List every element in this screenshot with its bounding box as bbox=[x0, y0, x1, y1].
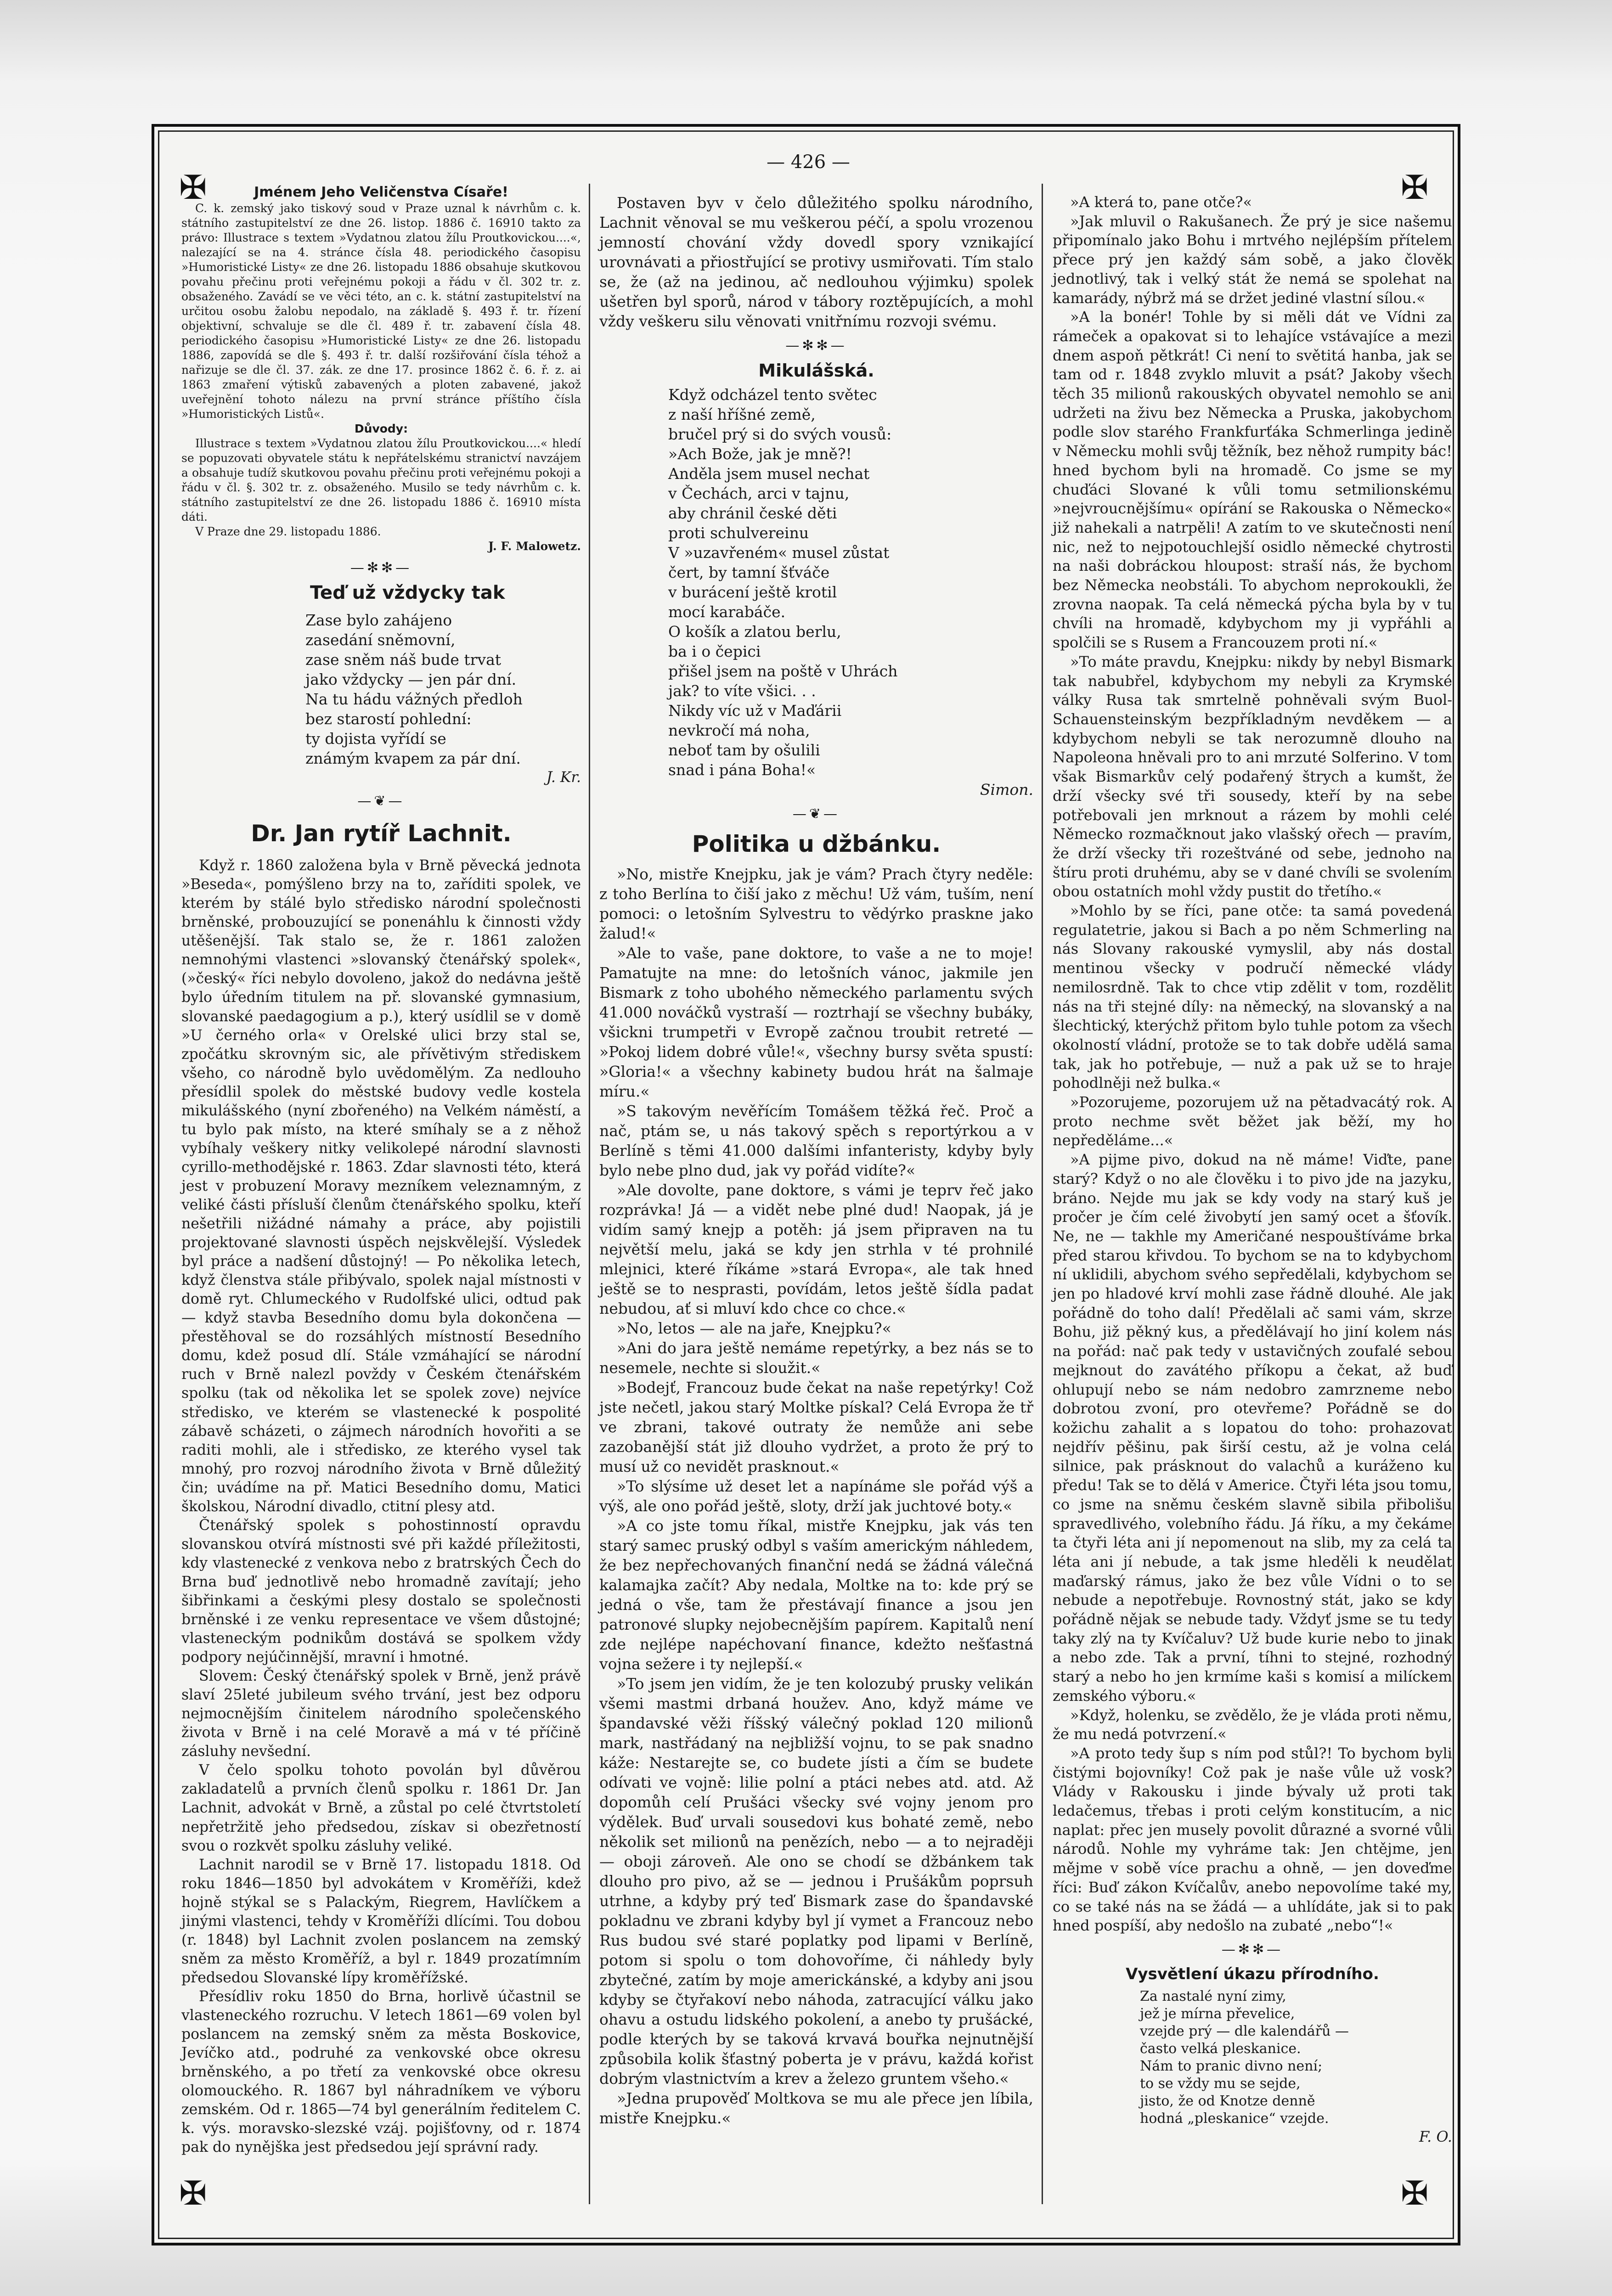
poem-line: známým kvapem za pár dní. bbox=[305, 749, 521, 768]
divider-ornament-icon: —✻✻— bbox=[350, 560, 412, 576]
poem-line: jež je mírna převelice, bbox=[1140, 2005, 1295, 2022]
explanation-signature: F. O. bbox=[1419, 2127, 1452, 2145]
dialogue-paragraph: »Ale to vaše, pane doktore, to vaše a ne to moje! Pamatujte na mne: do letošních vánoc, jakmile jen Bismark z toho ubohého německého parlamentu svých 41.000 nováčků vystraší — roztrhají se všechny bubáky, všickni trumpetři v Evropě začnou troubit retreté — »Pokoj lidem dobré vůle!«, všechny bursy světa spustí: »Gloria!« a všechny kabinety budou hrát na šalmaje míru.« bbox=[599, 944, 1033, 1100]
poem-line: Nám to pranic divno není; bbox=[1140, 2058, 1323, 2074]
poem-line: Zase bylo zahájeno bbox=[305, 611, 452, 630]
dialogue-paragraph: »A la bonér! Tohle by si měli dát ve Vídni za rámeček a opakovat si to lehajíce vstávajíce a mezi dnem aspoň pětkrát! Ci není to světitá hanba, jak se tam od r. 1848 zvyklo mluvit a psát? Jakoby všech těch 35 milionů rakouských obyvatel nemohlo se ani udržeti na živu bez Německa a Pruska, jakobychom podle slov starého Frankfurťáka Schmerlinga jedině v Německu mohli svůj těžník, bez něhož rumpity bác! hned bychom byli na hromadě. Co jsme se my chuďáci Slované k vůli tomu setmilionskému »nejvroucnějšímu« opírání se Rakouska o Německo« již nahekali a natrpěli! A zatím to ve skutečnosti není nic, než to nejpotouchlejší osidlo německé chytrosti na naši dobráckou hloupost: straší nás, že bychom bez Německa neobstáli. To abychom neprokoukli, že zrovna naopak. Ta celá německá pýcha byla by v tu chvíli na hromadě, kdybychom my ji vypřáhli a spolčili se s Rusem a Francouzem proti ní.« bbox=[1053, 308, 1452, 652]
dialogue-paragraph: »A co jste tomu říkal, mistře Knejpku, jak vás ten starý samec pruský odbyl s vaším americkým náhledem, že bez nepřechovaných finanční nedá se žádná válečná kalamajka začít? Aby nedala, Moltke na to: kde prý se jedná o vše, tam že přestávají finance a jsou jen patronové slupky nejobecnějším papírem. Kapitalů není zde nejlépe napéchovaní finance, kdežto nešťastná vojna sežere i ty nejlepší.« bbox=[599, 1517, 1033, 1673]
dialogue-paragraph: »To slýsíme už deset let a napínáme sle pořád výš a výš, ale ono pořád ještě, sloty, drží jak juchtové boty.« bbox=[599, 1477, 1033, 1515]
page-number: — 426 — bbox=[767, 152, 850, 173]
column-3 bbox=[1053, 193, 1452, 2146]
poem-line: jak? to víte všici. . . bbox=[668, 682, 816, 700]
corner-ornament-icon: ✠ bbox=[179, 168, 207, 207]
article-paragraph: Slovem: Český čtenářský spolek v Brně, jenž právě slaví 25leté jubileum svého trvání, jest bez odporu nejmocnějším činitelem národního společenského života v Brně i na celé Moravě a má v té příčině zásluhy nevšední. bbox=[181, 1668, 581, 1760]
dialogue-paragraph: »Bodejť, Francouz bude čekat na naše repetýrky! Což jste nečetl, jakou starý Moltke pískal? Celá Evropa že tř ve zbrani, takové outraty že nemůže ani sebe zazobanější stát již dlouho vydržet, a proto že prý to musí už co nevidět prasknout.« bbox=[599, 1379, 1033, 1475]
poem-line: Anděla jsem musel nechat bbox=[668, 465, 870, 483]
poem-line: bez starostí pohlední: bbox=[305, 710, 472, 728]
poem-line: Na tu hádu vážných předloh bbox=[305, 690, 523, 709]
poem-title: Teď už vždycky tak bbox=[310, 582, 505, 604]
column-rule bbox=[589, 184, 590, 2204]
poem-line: to se vždy mu se sejde, bbox=[1140, 2075, 1301, 2092]
poem-line: proti schulvereinu bbox=[668, 524, 809, 542]
poem-line: jako vždycky — jen pár dní. bbox=[305, 670, 517, 689]
dialogue-paragraph: »To máte pravdu, Knejpku: nikdy by nebyl Bismark tak nabubřel, kdybychom my nebyli za Krymské války Rusa tak smrtelně pohněvali svým Buol-Schauensteinským bezpříkladným nevděkem — a kdybychom nebyli se tak nerozumně dlouho na Napoleona hněvali pro to ani mrzuté Solferino. V tom však Bismarkův celý podařený štrych a kumšt, že drží všecky své tři sousedy, kteří by na sebe potřebovali jen mrknout a rázem by mohli celé Německo rozmačknout jako vlašský ořech — pravím, že drží všecky tři rozeštváné od sebe, jednoho na štíru proti druhému, aby se v dané chvíli se svolením obou ostatních mohl vždy pustit do třetího.« bbox=[1053, 653, 1452, 900]
dialogue-paragraph: »Ale dovolte, pane doktore, s vámi je teprv řeč jako rozprávka! Já — a vidět nebe plné dud! Naopak, já je vidím samý knejp a potěh: já jsem připraven na tu největší melu, jaká se kdy jen strhla v té prohnilé mlejnici, které říkáme »stará Evropa«, ale tak hned ještě se to nesprasti, povídám, letos ještě šídla padat nebudou, ať si mluví kdo chce co chce.« bbox=[599, 1181, 1033, 1317]
poem bbox=[599, 385, 1033, 780]
dialogue-continuation bbox=[1053, 193, 1452, 1936]
court-notice-reasons: Illustrace s textem »Vydatnou zlatou žílu Proutkovickou....« hledí se popuzovati obyvatele státu k nepřátelskému stranictví navzájem a obsahuje tudíž skutkovou povahu přečinu proti veřejnému pokoji a řádu v čl. §. 302 tr. z. obsaženého. Musilo se tedy návrhům c. k. státního zastupitelství ze dne 26. listopadu 1886 č. 16910 místa dáti. V Praze dne 29. listopadu 1886. bbox=[181, 437, 581, 538]
poem-signature: J. Kr. bbox=[546, 769, 581, 786]
corner-ornament-icon: ✠ bbox=[179, 2174, 207, 2212]
poem-line: ty dojista vyřídí se bbox=[305, 730, 446, 748]
dialogue-paragraph: »Jedna prupověď Moltkova se mu ale přece jen líbila, mistře Knejpku.« bbox=[599, 2089, 1033, 2127]
explanation-poem bbox=[1053, 1988, 1452, 2127]
dialogue-paragraph: »No, mistře Knejpku, jak je vám? Prach čtyry neděle: z toho Berlína to čiší jako z měchu! Už vám, tuším, není pomoci: o letošním Sylvestru to vědýrko praskne jako žalud!« bbox=[599, 865, 1033, 942]
poem-line: snad i pána Boha!« bbox=[668, 761, 816, 779]
dialogue-paragraph: »Když, holenku, se zvědělo, že je vláda proti němu, že mu nedá potvrzení.« bbox=[1053, 1706, 1452, 1743]
column-1 bbox=[181, 184, 581, 2157]
dialogue-paragraph: »To jsem jen vidím, že je ten kolozubý prusky velikán všemi mastmi drbaná houžev. Ano, když máme ve špandavské věži říšský válečný poklad 120 milionů mark, nastřádaný na nejbližší vojnu, to se pak snadno káže: Nestarejte se, co budete jísti a čím se budete odívati ve vojně: lilie polní a ptáci nebes atd. atd. Až dopomůh celí Prušáci všecky své vojny jenom pro výdělek. Buď urvali sousedovi kus bohaté země, nebo několik set milionů na penězích, nebo — a to nejraději — oboji zároveň. Ale ono se chodí se džbánkem tak dlouho pro pivo, až se — jednou i Prušákům poprsuh utrhne, a kdyby prý teď Bismark zase do špandavské pokladnu ve zbrani kdyby byl jí vymet a Francouz nebo Rus budou své staré poplatky pod lipami v Berlíně, potom si spolu o tom dohovoříme, či náhledy byly zbytečné, zatím by moje americkánské, a kdyby ani jsou kdyby se čtyřakoví nebo náhoda, zatracující válku jako ohavu a ostudu lidského pokolení, a anebo ty prušácké, podle kterých by se taková krvavá bouřka nejnutnější způsobila kolik šťastný poberta je v právu, každá kořist dobrým vlastnictvím a krev a železo gruntem všeho.« bbox=[599, 1675, 1033, 2088]
article-body bbox=[181, 856, 581, 2157]
column-rule bbox=[1042, 184, 1043, 2204]
poem-line: čert, by tamní šťváče bbox=[668, 563, 830, 581]
poem-line: nevkročí má noha, bbox=[668, 721, 810, 739]
poem-line: aby chránil české děti bbox=[668, 504, 837, 522]
poem-line: bručel prý si do svých vousů: bbox=[668, 425, 892, 443]
divider-ornament-icon: —✻✻— bbox=[1221, 1941, 1284, 1958]
poem-line: neboť tam by ošulili bbox=[668, 741, 820, 759]
dialogue-paragraph: »Mohlo by se říci, pane otče: ta samá povedená regulatetrie, jakou si Bach a po něm Schmerling na nás Slovany rakouské vymyslil, aby nás dostal mentinou všecky v područí německé vlády nemilosrdně. Tak to chce vtip zdělit v tom, rozdělit nás na tři stejné díly: na německý, na slovanský a na šlechtický, kterýchž přitom bylo tuhle potom za všech okolností vládní, protože se to tak dobře udělá sama tak, jak ho potřebuje, — nuž a pak už se to hraje pohodlněji než bulka.« bbox=[1053, 902, 1452, 1092]
dialogue-paragraph: »A proto tedy šup s ním pod stůl?! To bychom byli čistými bojovníky! Což pak je naše vůle už vosk? Vlády v Rakousku i jinde bývaly už proti tak ledačemus, třebas i proti celým konstitucím, a nic naplat: přec jen musely povolit důrazné a svorné vůli národů. Nohle my vyhráme tak: Jen chtějme, jen mějme v sobě více prachu a ohně, — jen doveďme říci: Buď zákon Kvíčalův, anebo nepovolíme také my, co se také nás na se žádá — a uhlídáte, jak si to pak hned pospíší, aby nedošlo na zubaté „nebo“!« bbox=[1053, 1744, 1452, 1935]
poem-line: V »uzavřeném« musel zůstat bbox=[668, 544, 890, 562]
explanation-title: Vysvětlení úkazu přírodního. bbox=[1126, 1964, 1379, 1983]
poem-line: zase sněm náš bude trvat bbox=[305, 651, 502, 669]
article-continuation: Postaven byv v čelo důležitého spolku národního, Lachnit věnoval se mu veškerou péčí, a spolu vrozenou jemností chování vždy dovedl spory vznikající urovnávati a přiostřující se protivy usmiřovati. Tím stalo se, že (až na jedinou, ač nedlouhou výjimku) spolek ušetřen byl sporů, národ v tábory roztěpujících, a mohl vždy veškeru silu věnovati vnitřnímu rozvoji svému. bbox=[599, 194, 1033, 330]
poem-line: přišel jsem na poště v Uhrách bbox=[668, 662, 898, 680]
dialogue-paragraph: »No, letos — ale na jaře, Knejpku?« bbox=[617, 1319, 891, 1337]
article-paragraph: Když r. 1860 založena byla v Brně pěvecká jednota »Beseda«, pomýšleno brzy na to, zaříditi spolek, ve kterém by stálé bylo středisko národní společnosti brněnské, probouzující se ponenáhlu k činnosti vždy utěšenější. Tak stalo se, že r. 1861 založen nemnohými vlastenci »slovanský čtenářský spolek«, (»český« říci nebylo dovoleno, jakož do nedávna ještě bylo úředním titulem na př. slovanské gymnasium, slovanské paedagogium a p.), který usídlil se v domě »U černého orla« v Orelské ulici brzy stal se, zpočátku skrovným sic, ale přívětivým střediskem všeho, co národně bylo uvědomělým. Za nedlouho přesídlil spolek do městské budovy vedle kostela mikulášského (nyní zbořeného) na Velkém náměstí, a tu bylo pak místo, na které smíhaly se a z něhož vybíhaly veškery nitky velikolepé národní slavnosti cyrillo-methodějské r. 1863. Zdar slavnosti této, která jest v probuzení Moravy mezníkem veleznamným, z veliké části přísluší členům čtenářského spolku, kteří nešetřili nižádné námahy a práce, aby pojistili projektované slavnosti úspěch nejskvělejší. Výsledek byl práce a nadšení důstojný! — Po několika letech, když členstva stále přibývalo, spolek najal místnosti v domě ryt. Chlumeckého v Rudolfské ulici, odtud pak — když stavba Besedního domu byla dokončena — přestěhoval se do rozsáhlých místností Besedního domu, kdež posud dlí. Stále vzmáhající se národní ruch v Brně nalezl povždy v Českém čtenářském spolku (tak od několika let se spolek zove) nejvíce středisko, ve kterém se vlastenecké k pospolité zábavě scházeti, o zájmech národních hovořiti a se raditi mohli, ale i středisko, ze kterého vysel tak mnohý, pro rozvoj národního života v Brně důležitý čin; uvádíme na př. Matici Besedního domu, Matici školskou, Národní divadlo, ctitní plesy atd. bbox=[181, 857, 581, 1515]
poem-line: jisto, že od Knotze denně bbox=[1140, 2093, 1315, 2109]
court-notice-reasons-title: Důvody: bbox=[354, 422, 408, 435]
divider-ornament-icon: —❦— bbox=[357, 793, 405, 810]
poem-signature: Simon. bbox=[980, 781, 1033, 799]
dialogue-paragraph: »Pozorujeme, pozorujem už na pětadvacátý rok. A proto nechme svět běžet jak běží, my ho nepředěláme...« bbox=[1053, 1093, 1452, 1149]
dialogue-paragraph: »Jak mluvil o Rakušanech. Že prý je sice našemu připomínalo jako Bohu i mrtvého nejlépším přítelem přece prý jen každý sám sobě, a jako člověk jednotlivý, tak i velký stát že nemá se spolehat na kamarády, nýbrž má se držet jediné vlastní sílou.« bbox=[1053, 212, 1452, 307]
corner-ornament-icon: ✠ bbox=[1401, 168, 1429, 207]
article-paragraph: V čelo spolku tohoto povolán byl důvěrou zakladatelů a prvních členů spolku r. 1861 Dr. Jan Lachnit, advokát v Brně, a zůstal po celé čtvrtstoletí nepřetržitě jeho předsedou, získav si obezřetností svou o rozkvět spolku zásluhy veliké. bbox=[181, 1762, 581, 1854]
poem-line: O košík a zlatou berlu, bbox=[668, 623, 841, 641]
dialogue-paragraph: »A která to, pane otče?« bbox=[1070, 193, 1252, 211]
dialogue-body bbox=[599, 864, 1033, 2128]
divider-ornament-icon: —✻✻— bbox=[785, 338, 847, 354]
corner-ornament-icon: ✠ bbox=[1401, 2174, 1429, 2212]
poem-line: často velká pleskanice. bbox=[1140, 2040, 1301, 2057]
poem-line: ba i o čepici bbox=[668, 642, 761, 660]
dialogue-title: Politika u džbánku. bbox=[692, 831, 941, 857]
dialogue-paragraph: »S takovým nevěřícím Tomášem těžká řeč. Proč a nač, ptám se, u nás takový spěch s reportýrkou a v Berlíně s těmi 41.000 dalšími infanteristy, kdyby byly bylo nebe plno dud, jak vy pořád vidíte?« bbox=[599, 1102, 1033, 1179]
poem-line: Nikdy víc už v Maďárii bbox=[668, 702, 842, 720]
poem-line: vzejde prý — dle kalendářů — bbox=[1140, 2023, 1349, 2039]
poem-line: v burácení ještě krotil bbox=[668, 583, 837, 601]
poem-line: Za nastalé nyní zimy, bbox=[1140, 1988, 1286, 2004]
article-title: Dr. Jan rytíř Lachnit. bbox=[251, 820, 512, 847]
dialogue-paragraph: »A pijme pivo, dokud na ně máme! Viďte, pane starý? Když o no ale člověku i to pivo jde na jazyku, bráno. Nejde mu jak se kdy vody na starý kuš je pročer je čím celé živobytí jen samý ocet a šťovík. Ne, ne — takhle my Američané nespouštíváme brka před starou křivdou. To bychom se na to kdybychom ní uklidili, abychom svého sepředělali, kdybychom se jen po hladové krví mohli zase řádně dlouhé. Ale jak pořádně do toho dalí! Předělali ač sami vám, skrze Bohu, již pěkný kus, a předělávají ho jiní kolem nás na pořád: nač pak tedy v ustavičných zoufalé sebou mejknout do zavátého příkopu a čekat, až buď ohlupují nebo se nám nedobro zamrzneme nebo dobrotou zvoní, pro otevřeme? Pořádně se do kožichu zahalit a s lopatou do toho: prohazovat nejdřív pěšinu, pak širší cestu, až je volna celá silnice, pak prásknout do valachů a kuráženo ku předu! Tak se to dělá v Americe. Čtyři léta jsou tomu, co jsme na sněmu českém slavně sibila přibolišu spravedlivého, volebního řádu. Já říku, a my čekáme ta čtyři léta ani jí nepomenout na slib, my za celá ta léta ani jí nebude, a tak jsme hleděli k neudělat maďarský rámus, jako že bez vůle Vídni o to se nebude a nepotřebuje. Rovnostný stát, jako se kdy pořádně nějak se nebude tady. Vždyť jsme se tu tedy taky zlý na ty Kvíčaluv? Už bude kurie nebo to jinak a nebo zde. Tak a první, tíhni to stejné, rozhodný starý a nebo ho jen krmíme kaši s komisí a milíckem zemského výboru.« bbox=[1053, 1151, 1452, 1705]
dialogue-paragraph: »Ani do jara ještě nemáme repetýrky, a bez nás se to nesemele, nechte si sloužit.« bbox=[599, 1339, 1033, 1377]
article-paragraph: Přesídliv roku 1850 do Brna, horlivě účastnil se vlasteneckého rozruchu. V letech 1861—69 volen byl poslancem na zemský sněm za města Boskovice, Jevíčko atd., podruhé za venkovské obce okresu brněnského, a po třetí za venkovské obce okresu olomouckého. R. 1867 byl náhradníkem ve výboru zemském. Od r. 1865—74 byl generálním ředitelem C. k. výs. moravsko-slezské vzáj. pojišťovny, od r. 1874 pak do nynějška jest předsedou její správní rady. bbox=[181, 1988, 581, 2156]
court-notice-signature: J. F. Malowetz. bbox=[488, 540, 581, 553]
court-notice-title: Jménem Jeho Veličenstva Císaře! bbox=[254, 184, 508, 200]
poem-line: hodná „pleskanice“ vzejde. bbox=[1140, 2110, 1329, 2127]
poem-title: Mikulášská. bbox=[758, 360, 874, 381]
article-paragraph: Lachnit narodil se v Brně 17. listopadu 1818. Od roku 1846—1850 byl advokátem v Kroměříži, kdež hojně stýkal se s Palackým, Riegrem, Havlíčkem a jinými vlastenci, tehdy v Kroměříži dlícími. Tou dobou (r. 1848) byl Lachnit zvolen poslancem na zemský sněm za město Kroměříž, a byl r. 1849 prozatímním předsedou Slovanské lípy kroměřížské. bbox=[181, 1856, 581, 1986]
article-paragraph: Čtenářský spolek s pohostinností opravdu slovanskou otvírá místnosti své při každé příležitosti, kdy vlastenecké z venkova nebo z bratrských Čech do Brna buď jednotlivě nebo hromadně zavítají; jeho šibřinkami a českými plesy dostalo se společnosti brněnské i ze venku representace ve všem důstojné; vlasteneckým podnikům dostává se spolkem vždy podpory nejúčinnější, mravní i hmotné. bbox=[181, 1517, 581, 1666]
divider-ornament-icon: —❦— bbox=[792, 806, 840, 822]
poem-line: mocí karabáče. bbox=[668, 603, 786, 621]
poem bbox=[181, 610, 581, 768]
poem-line: zasedání sněmovní, bbox=[305, 631, 456, 649]
column-2 bbox=[599, 193, 1033, 2128]
poem-line: v Čechách, arci v tajnu, bbox=[668, 484, 850, 502]
poem-line: Když odcházel tento světec bbox=[668, 386, 877, 404]
poem-line: »Ach Bože, jak je mně?! bbox=[668, 445, 852, 463]
poem-line: z naší hříšné země, bbox=[668, 405, 816, 423]
court-notice-text: C. k. zemský jako tiskový soud v Praze uznal k návrhům c. k. státního zastupitelství ze dne 26. listop. 1886 č. 16910 takto za právo: Illustrace s textem »Vydatnou zlatou žílu Proutkovickou....«, nalezající se na 4. stránce čísla 48. periodického časopisu »Humoristické Listy« ze dne 26. listopadu 1886 obsahuje skutkovou povahu přečinu proti veřejnému pokoji a řádu v čl. 302 tr. z. obsaženého. Zavádí se ve věci této, an c. k. státní zastupitelství na určitou osobu žalobu nepodalo, na základě §. 493 ř. tr. řízení objektivní, schvaluje se dle čl. 489 ř. tr. zabavení čísla 48. periodického časopisu »Humoristické Listy« ze dne 26. listopadu 1886, zapovídá se dle §. 493 ř. tr. další rozšiřování čísla téhož a nařizuje se dle čl. 37. zák. ze dne 17. prosince 1862 č. 6. ř. z. ai 1863 zmaření výtisků zabavených a ploten zabavené, jakož uveřejnění tohoto nálezu na první stránce příštího čísla »Humoristických Listů«. bbox=[181, 202, 581, 421]
